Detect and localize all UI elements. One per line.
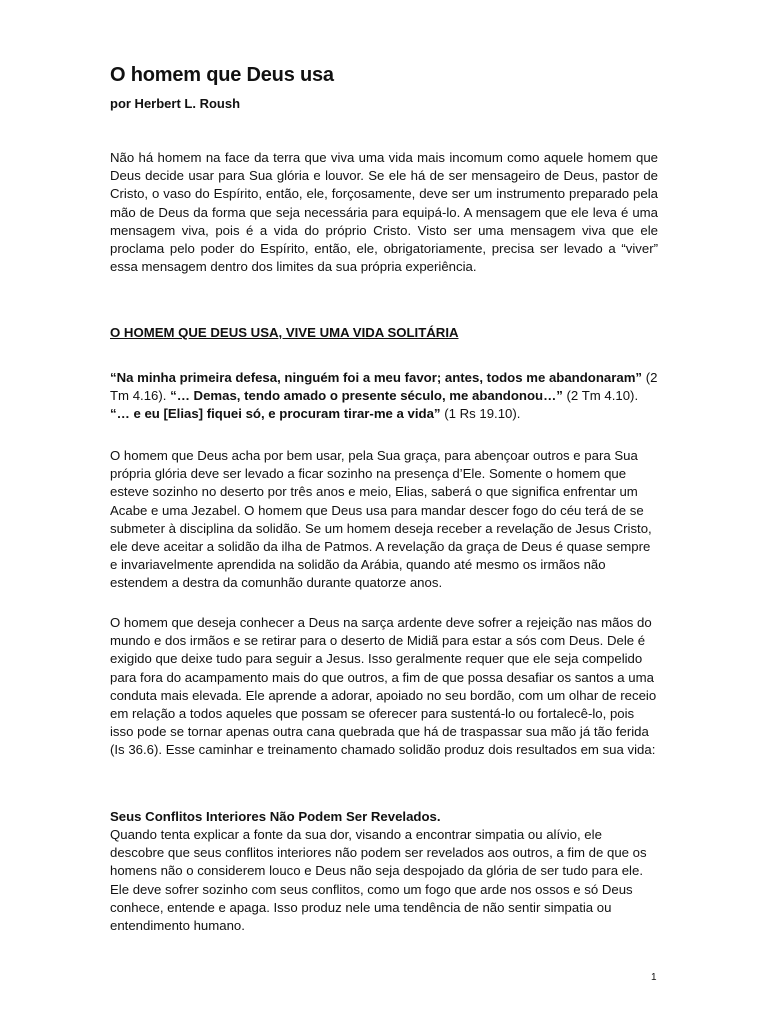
- body-paragraph-1: O homem que Deus acha por bem usar, pela Sua graça, para abençoar outros e para Sua própria glória deve ser levado a ficar sozinho na presença d’Ele. Somente o homem que esteve sozinho no deserto por três anos e meio, Elias, saberá o que significa enfrentar um Acabe e uma Jezabel. O homem que Deus usa para mandar descer fogo do céu terá de se submeter à disciplina da solidão. Se um homem deseja receber a revelação de Jesus Cristo, ele deve aceitar a solidão da ilha de Patmos. A revelação da graça de Deus é quase sempre e invariavelmente aprendida na solidão da Arábia, quando até mesmo os irmãos não estendem a destra da comunhão durante quatorze anos.: [110, 448, 652, 591]
- scripture-quote: [110, 369, 658, 424]
- quote-ref-3: (1 Rs 19.10).: [440, 406, 521, 422]
- document-title: O homem que Deus usa: [110, 64, 334, 86]
- intro-paragraph: Não há homem na face da terra que viva uma vida mais incomum como aquele homem que Deus decide usar para Sua glória e louvor. Se ele há de ser mensageiro de Deus, pastor de Cristo, o vaso do Espírito, então, ele, forçosamente, deve ser um instrumento preparado pela mão de Deus da forma que seja necessária para equipá-lo. A mensagem que ele leva é uma mensagem viva, pois é a vida do próprio Cristo. Visto ser uma mensagem viva que ele proclama pelo poder do Espírito, então, ele, obrigatoriamente, precisa ser levado a “viver” essa mensagem dentro dos limites da sua própria experiência.: [110, 150, 658, 275]
- body-paragraph-3: Quando tenta explicar a fonte da sua dor, visando a encontrar simpatia ou alívio, ele descobre que seus conflitos interiores não podem ser revelados aos outros, a fim de que os homens não o considerem louco e Deus não seja despojado da glória de ser tudo para ele. Ele deve sofrer sozinho com seus conflitos, como um fogo que arde nos ossos e só Deus conhece, entende e apaga. Isso produz nele uma tendência de não sentir simpatia ou entendimento humano.: [110, 827, 647, 934]
- quote-text-1: “Na minha primeira defesa, ninguém foi a meu favor; antes, todos me abandonaram”: [110, 370, 643, 385]
- document-author: por Herbert L. Roush: [110, 96, 241, 111]
- section-heading: O HOMEM QUE DEUS USA, VIVE UMA VIDA SOLITÁRIA: [110, 325, 459, 340]
- body-paragraph-2: O homem que deseja conhecer a Deus na sarça ardente deve sofrer a rejeição nas mãos do mundo e dos irmãos e se retirar para o deserto de Midiã para estar a sós com Deus. Dele é exigido que deixe tudo para seguir a Jesus. Isso geralmente requer que ele seja compelido para fora do acampamento mais do que outros, a fim de que possa desafiar os santos a uma conduta mais elevada. Ele aprende a adorar, apoiado no seu bordão, com um olhar de receio em relação a todos aqueles que possam se oferecer para sustentá-lo ou fortalecê-lo, pois isso pode se tornar apenas outra cana quebrada que há de traspassar sua mão já tão ferida (Is 36.6). Esse caminhar e treinamento chamado solidão produz dois resultados em sua vida:: [110, 615, 657, 758]
- quote-text-3: “… e eu [Elias] fiquei só, e procuram tirar-me a vida”: [110, 406, 441, 422]
- sub-heading: Seus Conflitos Interiores Não Podem Ser Revelados.: [110, 809, 441, 824]
- quote-ref-1: (2 Tm 4.16).: [110, 370, 658, 404]
- quote-ref-2: (2 Tm 4.10).: [562, 388, 639, 404]
- page-number: 1: [651, 972, 657, 983]
- quote-text-2: “… Demas, tendo amado o presente século, me abandonou…”: [170, 388, 563, 404]
